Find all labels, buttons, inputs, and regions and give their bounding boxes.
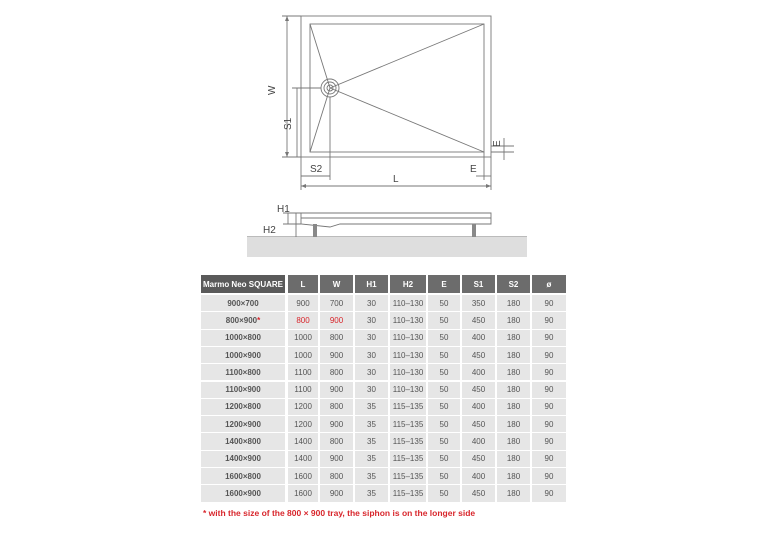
- label-e-horizontal: E: [470, 164, 477, 175]
- cell-model: 1400×800: [201, 433, 285, 449]
- cell-h1: 30: [355, 347, 388, 363]
- cell-s1: 400: [462, 330, 495, 346]
- cell-s2: 180: [497, 295, 530, 311]
- cell-width: 800: [320, 364, 353, 380]
- label-l: L: [393, 174, 399, 185]
- cell-diameter: 90: [532, 312, 566, 328]
- cell-model: 1600×900: [201, 485, 285, 501]
- cell-model: 800×900 *: [201, 312, 285, 328]
- cell-s2: 180: [497, 312, 530, 328]
- cell-edge: 50: [428, 485, 460, 501]
- cell-s1: 450: [462, 312, 495, 328]
- cell-s2: 180: [497, 451, 530, 467]
- tray-profile: [301, 213, 491, 227]
- cell-length: 1200: [288, 416, 318, 432]
- label-h1: H1: [277, 204, 290, 215]
- label-e-vertical: E: [492, 140, 503, 147]
- cell-edge: 50: [428, 416, 460, 432]
- cell-h1: 30: [355, 330, 388, 346]
- cell-length: 800: [288, 312, 318, 328]
- cell-length: 1200: [288, 399, 318, 415]
- cell-h2: 110–130: [390, 330, 426, 346]
- cell-edge: 50: [428, 433, 460, 449]
- cell-h1: 35: [355, 433, 388, 449]
- cell-width: 700: [320, 295, 353, 311]
- cell-width: 800: [320, 433, 353, 449]
- header-s2: S2: [497, 275, 530, 293]
- header-h1: H1: [355, 275, 388, 293]
- cell-model: 1600×800: [201, 468, 285, 484]
- cell-h1: 30: [355, 382, 388, 398]
- cell-diameter: 90: [532, 399, 566, 415]
- cell-s1: 450: [462, 451, 495, 467]
- cell-edge: 50: [428, 399, 460, 415]
- cell-edge: 50: [428, 364, 460, 380]
- header-diameter: ø: [532, 275, 566, 293]
- cell-edge: 50: [428, 312, 460, 328]
- header-edge: E: [428, 275, 460, 293]
- header-s1: S1: [462, 275, 495, 293]
- cell-s2: 180: [497, 330, 530, 346]
- cell-model: 900×700: [201, 295, 285, 311]
- cell-diameter: 90: [532, 485, 566, 501]
- cell-diameter: 90: [532, 295, 566, 311]
- cell-h2: 110–130: [390, 295, 426, 311]
- cell-s2: 180: [497, 399, 530, 415]
- cell-width: 800: [320, 399, 353, 415]
- header-width: W: [320, 275, 353, 293]
- cell-width: 800: [320, 330, 353, 346]
- cell-diameter: 90: [532, 382, 566, 398]
- cell-h2: 115–135: [390, 433, 426, 449]
- cell-h2: 115–135: [390, 468, 426, 484]
- cell-h1: 35: [355, 451, 388, 467]
- cell-diameter: 90: [532, 451, 566, 467]
- cell-s2: 180: [497, 485, 530, 501]
- cell-diameter: 90: [532, 416, 566, 432]
- cell-length: 1000: [288, 330, 318, 346]
- cell-length: 1000: [288, 347, 318, 363]
- tray-leg: [472, 224, 476, 237]
- cell-diameter: 90: [532, 347, 566, 363]
- cell-s1: 400: [462, 433, 495, 449]
- cell-width: 900: [320, 312, 353, 328]
- label-s1: S1: [283, 117, 294, 130]
- cell-length: 900: [288, 295, 318, 311]
- label-w: W: [267, 85, 278, 95]
- cell-edge: 50: [428, 468, 460, 484]
- cell-s2: 180: [497, 347, 530, 363]
- cell-length: 1600: [288, 485, 318, 501]
- asterisk-marker: *: [257, 315, 261, 325]
- cell-model: 1200×900: [201, 416, 285, 432]
- cell-h1: 35: [355, 468, 388, 484]
- cell-h2: 115–135: [390, 451, 426, 467]
- cell-width: 900: [320, 347, 353, 363]
- header-length: L: [288, 275, 318, 293]
- cell-length: 1400: [288, 451, 318, 467]
- label-s2: S2: [310, 164, 323, 175]
- cell-h2: 115–135: [390, 485, 426, 501]
- cell-s1: 400: [462, 364, 495, 380]
- cell-model: 1100×800: [201, 364, 285, 380]
- label-h2: H2: [263, 225, 276, 236]
- header-h2: H2: [390, 275, 426, 293]
- cell-s1: 350: [462, 295, 495, 311]
- cell-s1: 450: [462, 416, 495, 432]
- cell-diameter: 90: [532, 364, 566, 380]
- cell-h1: 30: [355, 364, 388, 380]
- cell-edge: 50: [428, 347, 460, 363]
- cell-diameter: 90: [532, 330, 566, 346]
- tray-leg: [313, 224, 317, 237]
- cell-model: 1400×900: [201, 451, 285, 467]
- cell-diameter: 90: [532, 433, 566, 449]
- cell-edge: 50: [428, 295, 460, 311]
- cell-h2: 110–130: [390, 382, 426, 398]
- cell-s1: 450: [462, 485, 495, 501]
- cell-model: 1000×900: [201, 347, 285, 363]
- cell-s2: 180: [497, 433, 530, 449]
- cell-width: 900: [320, 451, 353, 467]
- cell-edge: 50: [428, 451, 460, 467]
- cell-s1: 450: [462, 347, 495, 363]
- cell-edge: 50: [428, 382, 460, 398]
- cell-diameter: 90: [532, 468, 566, 484]
- cell-h2: 115–135: [390, 416, 426, 432]
- cell-h2: 110–130: [390, 312, 426, 328]
- cell-s2: 180: [497, 416, 530, 432]
- cell-length: 1400: [288, 433, 318, 449]
- cell-h2: 110–130: [390, 347, 426, 363]
- floor: [247, 237, 527, 257]
- cell-length: 1100: [288, 364, 318, 380]
- cell-width: 900: [320, 485, 353, 501]
- cell-h2: 110–130: [390, 364, 426, 380]
- cell-width: 900: [320, 416, 353, 432]
- header-model: Marmo Neo SQUARE: [201, 275, 285, 293]
- cell-s1: 400: [462, 399, 495, 415]
- cell-width: 800: [320, 468, 353, 484]
- cell-h1: 30: [355, 312, 388, 328]
- cell-length: 1600: [288, 468, 318, 484]
- footnote: * with the size of the 800 × 900 tray, the siphon is on the longer side: [203, 508, 476, 518]
- cell-s2: 180: [497, 364, 530, 380]
- cell-h1: 35: [355, 485, 388, 501]
- cell-h1: 30: [355, 295, 388, 311]
- cell-s2: 180: [497, 468, 530, 484]
- cell-model: 1200×800: [201, 399, 285, 415]
- cell-length: 1100: [288, 382, 318, 398]
- cell-h1: 35: [355, 399, 388, 415]
- cell-s1: 400: [462, 468, 495, 484]
- cell-s1: 450: [462, 382, 495, 398]
- cell-s2: 180: [497, 382, 530, 398]
- cell-model: 1100×900: [201, 382, 285, 398]
- cell-edge: 50: [428, 330, 460, 346]
- cell-width: 900: [320, 382, 353, 398]
- cell-h2: 115–135: [390, 399, 426, 415]
- cell-model: 1000×800: [201, 330, 285, 346]
- cell-h1: 35: [355, 416, 388, 432]
